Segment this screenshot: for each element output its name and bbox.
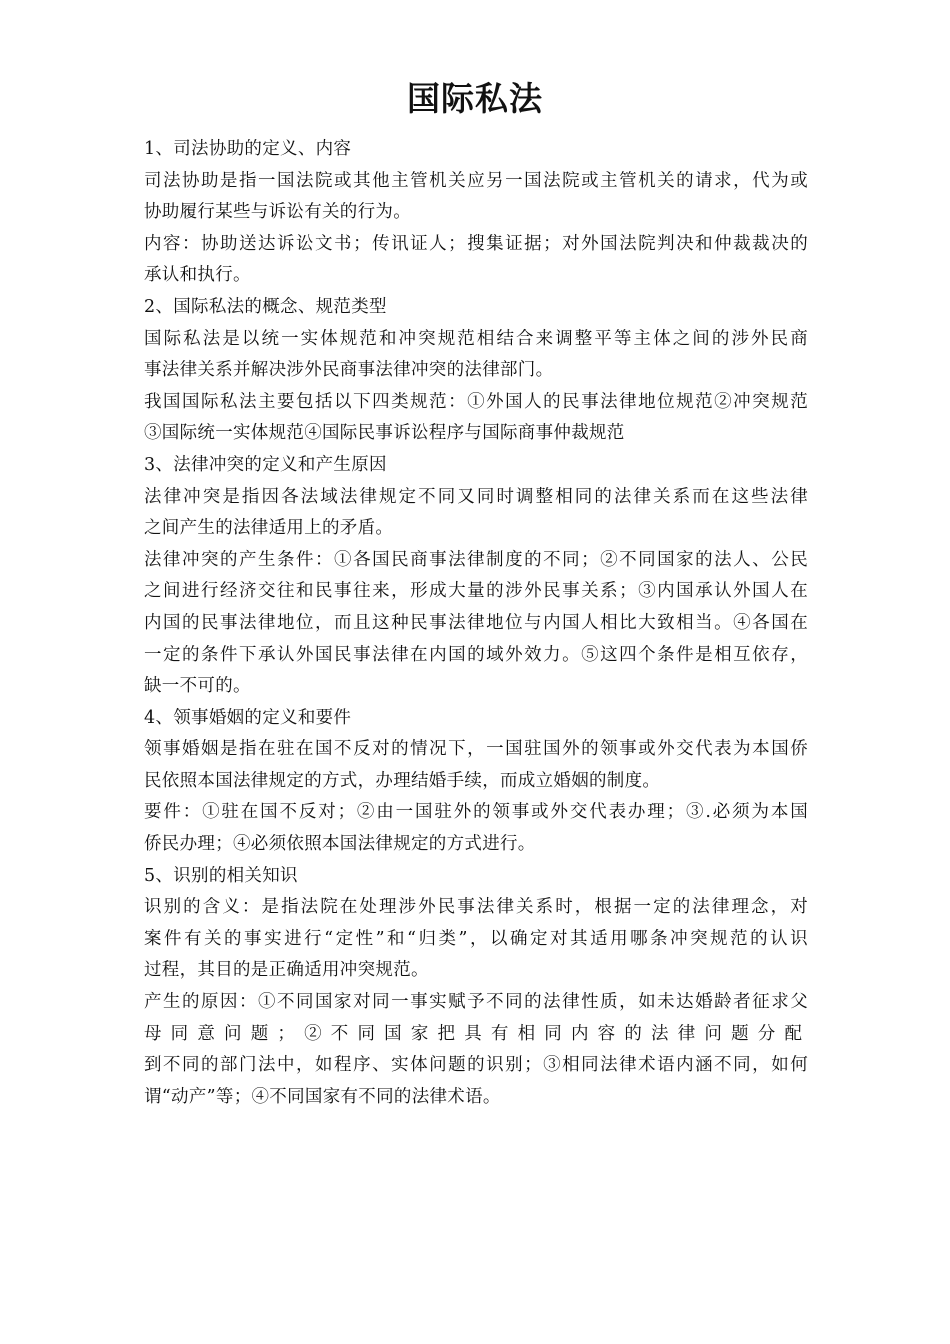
section-heading: 5、识别的相关知识 bbox=[144, 865, 298, 886]
paragraph-line: 母同意问题；②不同国家把具有相同内容的法律问题分配 bbox=[144, 1023, 808, 1044]
paragraph-line: 司法协助是指一国法院或其他主管机关应另一国法院或主管机关的请求，代为或 bbox=[144, 170, 808, 191]
section-heading: 1、司法协助的定义、内容 bbox=[144, 139, 352, 159]
paragraph-line: 一定的条件下承认外国民事法律在内国的域外效力。⑤这四个条件是相互依存， bbox=[144, 644, 808, 665]
paragraph-line: 产生的原因：①不同国家对同一事实赋予不同的法律性质，如未达婚龄者征求父 bbox=[144, 992, 808, 1013]
paragraph-line: 过程，其目的是正确适用冲突规范。 bbox=[144, 960, 429, 981]
paragraph-line: 内容：协助送达诉讼文书；传讯证人；搜集证据；对外国法院判决和仲裁裁决的 bbox=[144, 233, 808, 254]
paragraph-line: 到不同的部门法中，如程序、实体问题的识别；③相同法律术语内涵不同，如何 bbox=[144, 1055, 808, 1076]
paragraph-line: 要件：①驻在国不反对；②由一国驻外的领事或外交代表办理；③.必须为本国 bbox=[144, 802, 808, 823]
paragraph-line: 领事婚姻是指在驻在国不反对的情况下，一国驻国外的领事或外交代表为本国侨 bbox=[144, 739, 808, 760]
section-heading: 3、法律冲突的定义和产生原因 bbox=[144, 454, 387, 475]
paragraph-line: 内国的民事法律地位，而且这种民事法律地位与内国人相比大致相当。④各国在 bbox=[144, 612, 808, 633]
paragraph-line: 之间产生的法律适用上的矛盾。 bbox=[144, 518, 394, 539]
section-heading: 4、领事婚姻的定义和要件 bbox=[144, 707, 352, 728]
paragraph-line: 谓“动产”等；④不同国家有不同的法律术语。 bbox=[144, 1086, 501, 1107]
page-title: 国际私法 bbox=[407, 79, 543, 118]
paragraph-line: 国际私法是以统一实体规范和冲突规范相结合来调整平等主体之间的涉外民商 bbox=[144, 328, 808, 349]
paragraph-line: 识别的含义：是指法院在处理涉外民事法律关系时，根据一定的法律理念，对 bbox=[144, 897, 808, 918]
paragraph-line: 法律冲突的产生条件：①各国民商事法律制度的不同；②不同国家的法人、公民 bbox=[144, 549, 808, 570]
paragraph-line: 之间进行经济交往和民事往来，形成大量的涉外民事关系；③内国承认外国人在 bbox=[144, 581, 808, 602]
paragraph-line: 事法律关系并解决涉外民商事法律冲突的法律部门。 bbox=[144, 360, 554, 381]
paragraph-line: 协助履行某些与诉讼有关的行为。 bbox=[144, 202, 411, 223]
paragraph-line: 缺一不可的。 bbox=[144, 676, 251, 697]
paragraph-line: 我国国际私法主要包括以下四类规范：①外国人的民事法律地位规范②冲突规范 bbox=[144, 391, 808, 412]
paragraph-line: ③国际统一实体规范④国际民事诉讼程序与国际商事仲裁规范 bbox=[144, 423, 625, 444]
paragraph-line: 民依照本国法律规定的方式，办理结婚手续，而成立婚姻的制度。 bbox=[144, 770, 661, 791]
paragraph-line: 法律冲突是指因各法域法律规定不同又同时调整相同的法律关系而在这些法律 bbox=[144, 486, 808, 507]
document-body bbox=[144, 134, 808, 1113]
paragraph-line: 承认和执行。 bbox=[144, 265, 251, 286]
section-heading: 2、国际私法的概念、规范类型 bbox=[144, 296, 387, 317]
paragraph-line: 案件有关的事实进行“定性”和“归类”，以确定对其适用哪条冲突规范的认识 bbox=[144, 928, 808, 949]
paragraph-line: 侨民办理；④必须依照本国法律规定的方式进行。 bbox=[144, 834, 536, 855]
